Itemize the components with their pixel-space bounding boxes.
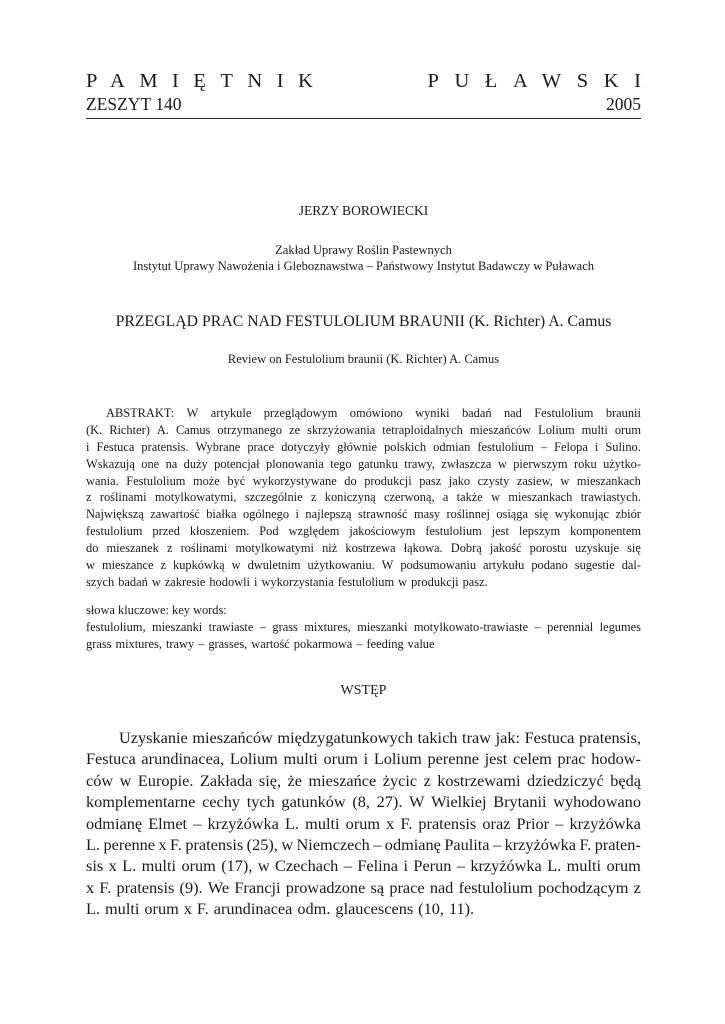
keywords-line: festulolium, mieszanki trawiaste – grass mixtures, mieszanki motylkowato-trawiaste – perennial legumes (86, 619, 641, 634)
abstract-line: do mieszanek z roślinami motylkowatymi niż kostrzewa łąkowa. Dobrą jakość porostu uzyskuje się (86, 541, 641, 556)
intro-line: sis x L. multi orum (17), w Czechach – Felina i Perun – krzyżówka L. multi orum (86, 856, 641, 876)
abstract-line: w mieszance z kupkówką w dwuletnim użytkowaniu. W podsumowaniu artykułu podano sugestie dal- (86, 558, 641, 573)
intro-line: Festuca arundinacea, Lolium multi orum i Lolium perenne jest celem prac hodow- (86, 749, 641, 769)
intro-line: Uzyskanie mieszańców międzygatunkowych takich traw jak: Festuca pratensis, (119, 728, 641, 747)
abstract-line: szych badań w zakresie hodowli i wykorzystania festulolium w produkcji pasz. (86, 574, 488, 589)
journal-title-right: PUŁAWSKI (427, 70, 657, 92)
intro-line: L. multi orum x F. arundinacea odm. glaucescens (10, 11). (86, 899, 475, 919)
abstract-line: Największą zawartość białka ogólnego i najlepszą strawność masy roślinnej osiąga się wykonując zbiór (86, 507, 641, 522)
abstract-line: z roślinami motylkowatymi, szczególnie z koniczyną czerwoną, a także w mieszankach trawiastych. (86, 490, 641, 505)
journal-title (86, 70, 657, 93)
article-title: PRZEGLĄD PRAC NAD FESTULOLIUM BRAUNII (K. Richter) A. Camus (115, 313, 612, 330)
abstract (86, 405, 641, 591)
intro-line: ców w Europie. Zakłada się, że mieszańce życic z kostrzewami dziedziczyć będą (86, 770, 641, 790)
journal-title-left: PAMIĘTNIK (86, 70, 328, 92)
intro-line: x F. pratensis (9). We Francji prowadzone są prace nad festulolium pochodzącym z (86, 877, 641, 897)
intro-line: komplementarne cechy tych gatunków (8, 27). W Wielkiej Brytanii wyhodowano (86, 792, 641, 812)
journal-issue-row (86, 94, 641, 115)
abstract-line: i Festuca pratensis. Wybrane prace dotyczyły głównie polskich odmian festulolium – Felopa i Sulino. (86, 439, 641, 454)
keywords-lines (86, 619, 641, 653)
abstract-line: ABSTRAKT: W artykule przeglądowym omówiono wyniki badań nad Festulolium braunii (106, 406, 641, 420)
affiliation-line-2: Instytut Uprawy Nawożenia i Gleboznawstwa – Państwowy Instytut Badawczy w Puławach (132, 259, 594, 273)
keywords-line: grass mixtures, trawy – grasses, wartość pokarmowa – feeding value (86, 636, 435, 651)
abstract-line: festulolium przed kłoszeniem. Pod względem jakościowym festulolium jest lepszym komponentem (86, 524, 641, 539)
article-subtitle: Review on Festulolium braunii (K. Richter) A. Camus (227, 352, 500, 366)
journal-issue: ZESZYT 140 (86, 94, 182, 114)
intro-line: L. perenne x F. pratensis (25), w Niemczech – odmianę Paulita – krzyżówka F. praten- (86, 834, 641, 854)
keywords-label: słowa kluczowe: key words: (86, 603, 227, 617)
section-heading: WSTĘP (340, 683, 387, 698)
journal-year: 2005 (606, 94, 641, 114)
abstract-line: (K. Richter) A. Camus otrzymanego ze skrzyżowania tetraploidalnych mieszańców Lolium multi orum (86, 422, 641, 437)
intro-paragraph (86, 727, 641, 920)
affiliation-line-1: Zakład Uprawy Roślin Pastewnych (275, 243, 452, 257)
keywords-block (86, 602, 641, 653)
abstract-line: Wskazują one na duży potencjał plonowania tego gatunku trawy, zwłaszcza w pierwszym roku użytko- (86, 456, 641, 471)
abstract-line: wania. Festulolium może być wykorzystywane do produkcji pasz jako czysty zasiew, w mieszankach (86, 473, 641, 488)
author-name: JERZY BOROWIECKI (298, 203, 429, 218)
intro-line: odmianę Elmet – krzyżówka L. multi orum x F. pratensis oraz Prior – krzyżówka (86, 813, 641, 833)
header-rule (86, 118, 641, 119)
